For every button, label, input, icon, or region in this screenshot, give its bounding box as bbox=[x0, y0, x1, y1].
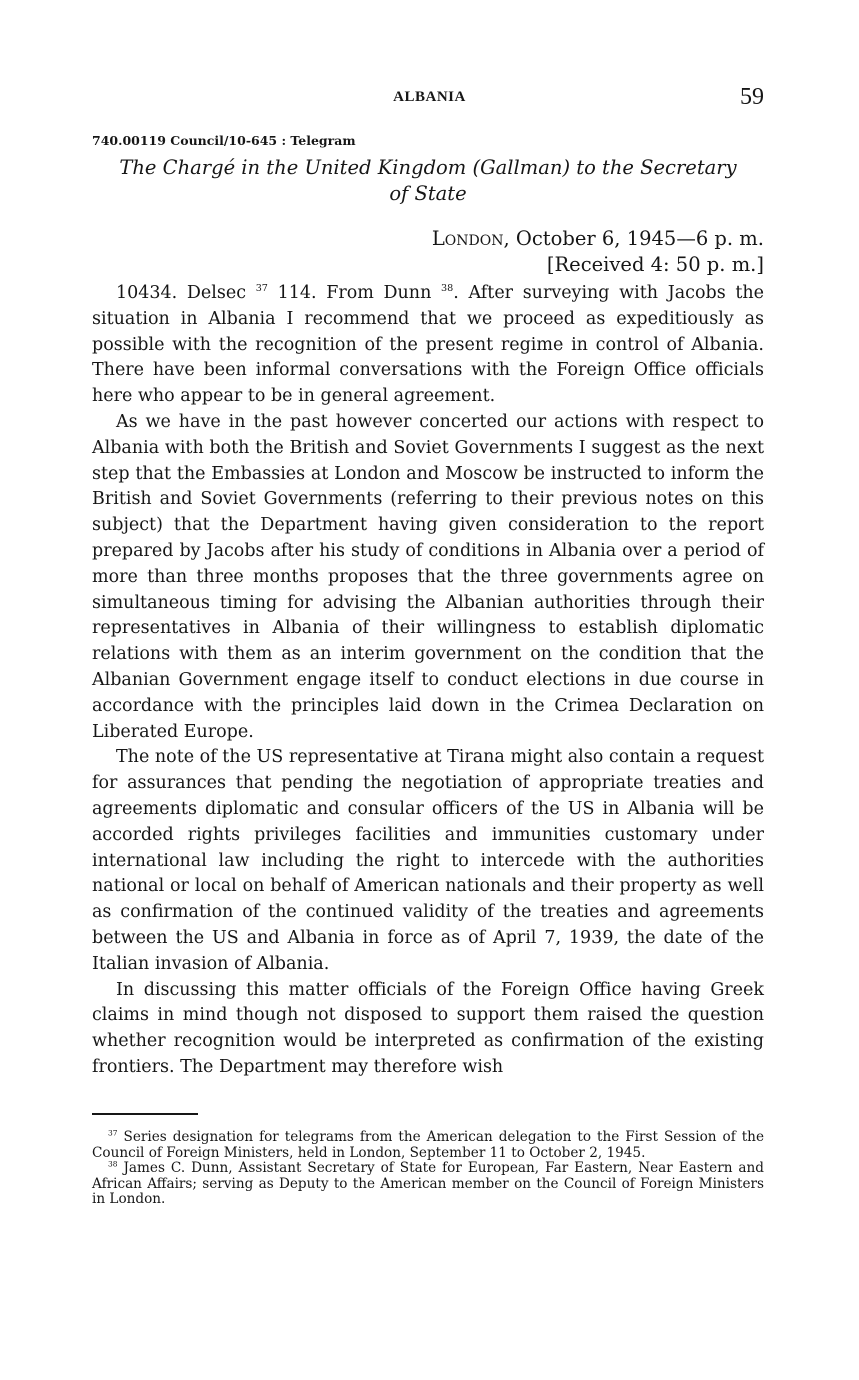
footnote-38 bbox=[92, 1161, 764, 1208]
footnotes bbox=[92, 1130, 764, 1208]
received-note: [Received 4: 50 p. m.] bbox=[546, 253, 764, 276]
dateline bbox=[264, 226, 764, 278]
file-reference: 740.00119 Council/10-645 : Telegram bbox=[92, 133, 356, 148]
page-number: 59 bbox=[740, 84, 764, 110]
footnote-ref-38: 38 bbox=[441, 283, 454, 295]
footnote-text: Series designation for telegrams from the American delegation to the First Session of the Council of Foreign Ministers, held in London, September 11 to October 2, 1945. bbox=[92, 1129, 764, 1161]
footnote-37 bbox=[92, 1130, 764, 1161]
telegram-body bbox=[92, 281, 764, 1081]
footnote-marker: 38 bbox=[108, 1159, 118, 1169]
footnote-text: James C. Dunn, Assistant Secretary of State for European, Far Eastern, Near Eastern and African Affairs; serving as Deputy to the American member on the Council of Foreign Ministers in London. bbox=[92, 1160, 764, 1207]
footnote-ref-37: 37 bbox=[255, 283, 268, 295]
title-line-2: of State bbox=[389, 182, 467, 205]
document-title bbox=[92, 155, 764, 207]
paragraph-4: In discussing this matter officials of the Foreign Office having Greek claims in mind though not disposed to support them raised the question whether recognition would be interpreted as confirmation of the existing frontiers. The Department may therefore wish bbox=[92, 979, 764, 1077]
paragraph-3: The note of the US representative at Tirana might also contain a request for assurances that pending the negotiation of appropriate treaties and agreements diplomatic and consular officers of the US in Albania will be accorded rights privileges facilities and immunities customary under international law including the right to intercede with the authorities national or local on behalf of American nationals and their property as well as confirmation of the continued validity of the treaties and agreements between the US and Albania in force as of April 7, 1939, the date of the Italian invasion of Albania. bbox=[92, 747, 764, 974]
title-line-1: The Chargé in the United Kingdom (Gallman) to the Secretary bbox=[119, 156, 737, 179]
running-head: ALBANIA bbox=[393, 89, 466, 105]
place-name: London bbox=[431, 227, 504, 250]
paragraph-2: As we have in the past however concerted our actions with respect to Albania with both the British and Soviet Governments I suggest as the next step that the Embassies at London and Moscow be instructed to inform the British and Soviet Governments (referring to their previous notes on this subject) that the Department having given consideration to the report prepared by Jacobs after his study of conditions in Albania over a period of more than three months proposes that the three governments agree on simultaneous timing for advising the Albanian authorities through their representatives in Albania of their willingness to establish diplomatic relations with them as an interim government on the condition that the Albanian Government engage itself to conduct elections in due course in accordance with the principles laid down in the Crimea Declaration on Liberated Europe. bbox=[92, 411, 764, 742]
footnote-marker: 37 bbox=[108, 1128, 118, 1138]
date-time: , October 6, 1945—6 p. m. bbox=[503, 227, 764, 250]
place-date bbox=[264, 226, 764, 252]
paragraph-1: 10434. Delsec $^{37}$ 114. From Dunn $^{38}$. After surveying with Jacobs the situation in Albania I recommend that we proceed as expeditiously as possible with the recognition of the present regime in control of Albania. There have been informal conversations with the Foreign Office officials here who appear to be in general agreement. bbox=[92, 283, 765, 407]
footnote-divider bbox=[92, 1113, 198, 1115]
